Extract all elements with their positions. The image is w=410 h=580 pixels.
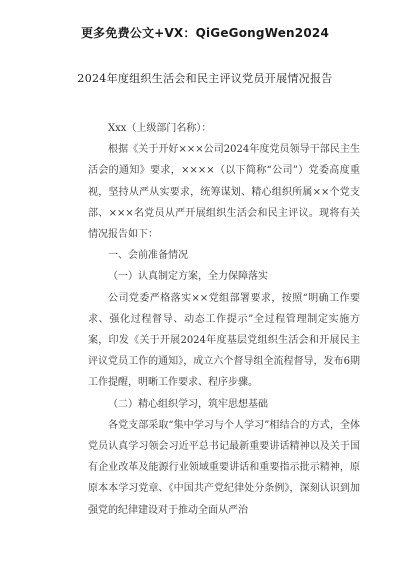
promo-banner: 更多免费公文+VX：QiGeGongWen2024 — [80, 26, 329, 40]
subsection-heading-2: （二）精心组织学习，筑牢思想基础 — [108, 398, 268, 410]
salutation: Xxx（上级部门名称）： — [108, 123, 212, 134]
paragraph-2: 各党支部采取“集中学习与个人学习”相结合的方式，全体党员认真学习领会习近平总书记最新重要讲话精神以及关于国有企业改革及能源行业领域重要讲话和重要指示批示精神，原原本本学习党章、《中国共产党纪律处分条例》，深刻认识到加强党的纪律建设对于推动全面从严治 — [88, 419, 360, 516]
intro-paragraph: 根据《关于开好×××公司2024年度党员领导干部民主生活会的通知》要求，××××（以下简称“公司”）党委高度重视，坚持从严从实要求，统筹谋划、精心组织所属××个党支部、×××名党员从严开展组织生活会和民主评议。现将有关情况报告如下： — [88, 144, 360, 241]
document-body — [88, 118, 360, 521]
subsection-heading-1: （一）认真制定方案，全力保障落实 — [108, 271, 268, 283]
section-heading-1: 一、会前准备情况 — [108, 250, 188, 262]
paragraph-1: 公司党委严格落实××党组部署要求，按照“明确工作要求、强化过程督导、动态工作提示”全过程管理制定实施方案，印发《关于开展2024年度基层党组织生活会和开展民主评议党员工作的通知》，成立六个督导组全流程督导，发布6期工作提醒，明晰工作要求、程序步骤。 — [88, 292, 360, 389]
document-title: 2024年度组织生活会和民主评议党员开展情况报告 — [77, 72, 333, 85]
